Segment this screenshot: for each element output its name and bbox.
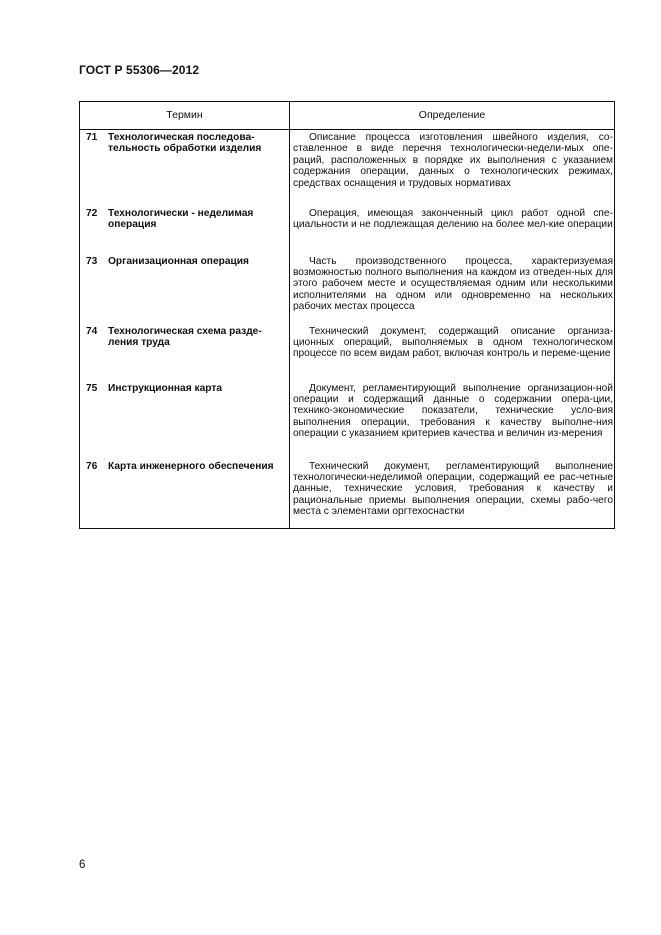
definition-cell: Документ, регламентирующий выполнение организацион-ной операции и содержащий данные о содержании опера-ции, технико-экономические показатели, технические усло-вия выполнения операции, требования к качеству выполне-ния операции с указанием критериев качества и величин из-мерения — [290, 381, 615, 459]
term-number: 74 — [86, 325, 98, 337]
column-header-definition: Определение — [290, 102, 615, 130]
definition-cell: Технический документ, регламентирующий выполнение технологически-неделимой операции, содержащий ее рас-четные данные, технические условия, требования к качеству и рациональные приемы выполнения операции, схемы рабо-чего места с элементами оргтехоснастки — [290, 459, 615, 529]
term-cell — [80, 130, 290, 206]
term-number: 76 — [86, 460, 98, 472]
term-name: Карта инженерного обеспечения — [108, 460, 274, 472]
term-name: Инструкционная карта — [108, 382, 222, 394]
definition-cell: Описание процесса изготовления швейного изделия, со-ставленное в виде перечня технологически-недели-мых опе-раций, расположенных в порядке их выполнения с указанием содержания операции, данных о технологических режимах, средствах оснащения и трудовых нормативах — [290, 130, 615, 206]
table-row — [80, 206, 615, 254]
term-name: Технологически - неделимая операция — [108, 207, 254, 230]
term-number: 72 — [86, 207, 98, 219]
definition-cell: Технический документ, содержащий описание организа-ционных операций, выполняемых в одном технологическом процессе по всем видам работ, включая контроль и переме-щение — [290, 324, 615, 381]
term-cell — [80, 459, 290, 529]
definition-cell: Операция, имеющая законченный цикл работ одной спе-циальности и не подлежащая делению на более мел-кие операции — [290, 206, 615, 254]
column-header-term: Термин — [80, 102, 290, 130]
term-name: Технологическая схема разде-ления труда — [108, 325, 262, 348]
table-row — [80, 381, 615, 459]
page-number: 6 — [79, 859, 86, 871]
term-cell — [80, 381, 290, 459]
definition-cell: Часть производственного процесса, характеризуемая возможностью полного выполнения на каждом из отведен-ных для этого рабочем месте и осуществляемая одним или несколькими исполнителями на одном или одновременно на нескольких рабочих местах процесса — [290, 254, 615, 324]
table-row — [80, 324, 615, 381]
term-name: Организационная операция — [108, 255, 249, 267]
term-number: 75 — [86, 382, 98, 394]
document-header: ГОСТ Р 55306—2012 — [79, 63, 200, 77]
term-number: 71 — [86, 132, 98, 143]
term-number: 73 — [86, 255, 98, 267]
table-row — [80, 254, 615, 324]
table-row — [80, 459, 615, 529]
term-cell — [80, 324, 290, 381]
term-cell — [80, 206, 290, 254]
term-cell — [80, 254, 290, 324]
terms-table — [79, 101, 615, 529]
table-row — [80, 130, 615, 206]
term-name: Технологическая последова-тельность обработки изделия — [108, 132, 262, 155]
table-header-row — [80, 102, 615, 130]
